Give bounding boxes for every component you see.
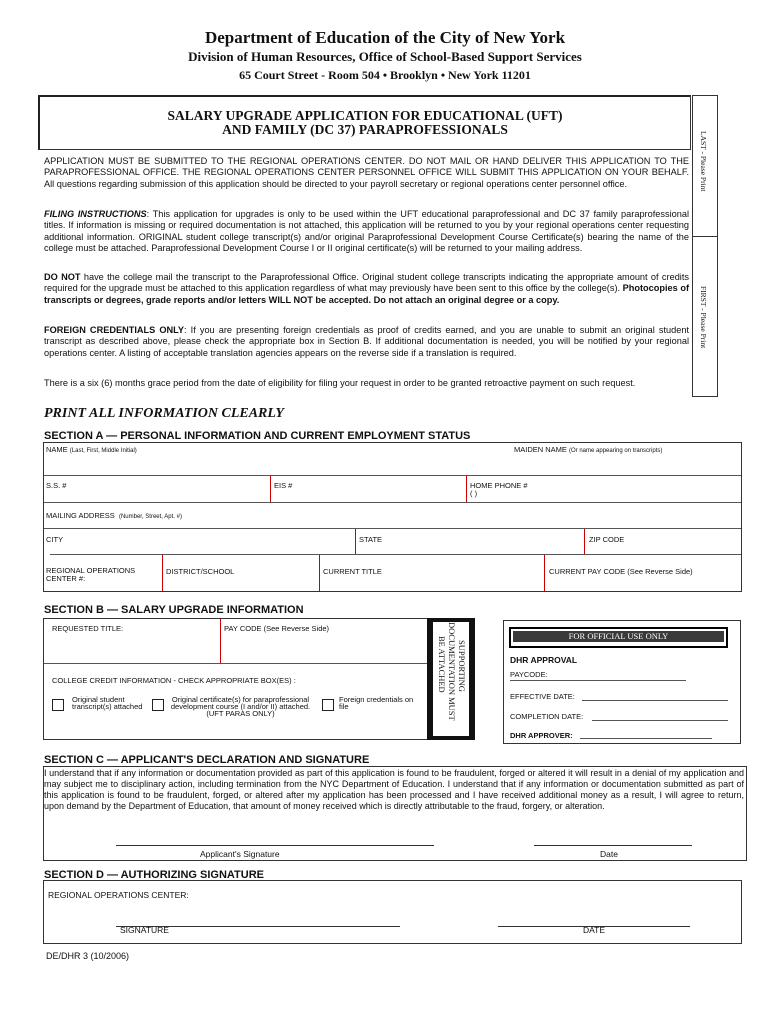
home-phone-label: HOME PHONE #	[470, 481, 528, 490]
phone-parens: ( )	[470, 489, 478, 498]
maiden-name-label: MAIDEN NAME	[514, 445, 567, 454]
ss-label: S.S. #	[46, 481, 67, 490]
state-label: STATE	[359, 535, 383, 544]
roc-signature-label: REGIONAL OPERATIONS CENTER:	[48, 890, 189, 900]
requested-title-label: REQUESTED TITLE:	[52, 624, 124, 633]
pay-code-label: PAY CODE (See Reverse Side)	[224, 624, 330, 633]
eis-label: EIS #	[274, 481, 293, 490]
effective-date-label: EFFECTIVE DATE:	[510, 692, 575, 701]
first-name-label: FIRST - Please Print	[699, 286, 708, 349]
supporting-text-2: DOCUMENTATION MUST	[447, 622, 457, 721]
applicant-date-label: Date	[600, 849, 618, 859]
transcript-option: Original student transcript(s) attached	[72, 695, 143, 711]
certificate-checkbox[interactable]	[152, 699, 164, 711]
foreign-checkbox[interactable]	[322, 699, 334, 711]
zip-label: ZIP CODE	[589, 535, 625, 544]
form-title-line2: AND FAMILY (DC 37) PARAPROFESSIONALS	[222, 122, 508, 137]
section-a-title: SECTION A — PERSONAL INFORMATION AND CURRENT EMPLOYMENT STATUS	[44, 430, 471, 442]
authorizing-signature-label: SIGNATURE	[120, 925, 169, 935]
name-field[interactable]	[46, 451, 736, 473]
paycode-label: PAYCODE:	[510, 670, 548, 679]
supporting-text-3: BE ATTACHED	[437, 636, 447, 693]
section-b-title: SECTION B — SALARY UPGRADE INFORMATION	[44, 604, 304, 616]
section-c-title: SECTION C — APPLICANT'S DECLARATION AND SIGNATURE	[44, 754, 370, 766]
section-d-title: SECTION D — AUTHORIZING SIGNATURE	[44, 869, 264, 881]
certificate-option: Original certificate(s) for paraprofessional development course (I and/or II) attached. (UFT PARAS ONLY)	[170, 695, 311, 718]
mailing-label: MAILING ADDRESS	[46, 511, 115, 520]
filing-instructions-lead: FILING INSTRUCTIONS	[44, 209, 147, 219]
instructions-p4: FOREIGN CREDENTIALS ONLY: If you are presenting foreign credentials as proof of credits earned, and you are unable to submit an original student transcript as described above, please check the appropriate box in Section B. If additional documentation is needed, you will be notified by your regional operations center. A listing of acceptable translation agencies appears on the reverse side if a translation is required.	[44, 325, 689, 358]
supporting-doc-strip	[427, 618, 475, 740]
roc-label: REGIONAL OPERATIONS CENTER #:	[46, 566, 136, 583]
form-id: DE/DHR 3 (10/2006)	[46, 951, 130, 961]
completion-date-label: COMPLETION DATE:	[510, 712, 584, 721]
current-pay-label: CURRENT PAY CODE (See Reverse Side)	[549, 567, 693, 576]
city-label: CITY	[46, 535, 64, 544]
division-title: Division of Human Resources, Office of School-Based Support Services	[188, 49, 582, 64]
instructions-p1: APPLICATION MUST BE SUBMITTED TO THE REGIONAL OPERATIONS CENTER. DO NOT MAIL OR HAND DELIVER THIS APPLICATION TO THE PARAPROFESSIONAL OFFICE. THE REGIONAL OPERATIONS CENTER PERSONNEL OFFICE WILL SUBMIT THIS APPLICATION ON YOUR BEHALF. All questions regarding submission of this application should be directed to your payroll secretary or regional operations center personnel office.	[44, 156, 689, 189]
name-side-strip	[692, 95, 718, 397]
authorizing-date-label: DATE	[583, 925, 606, 935]
dhr-approval-label: DHR APPROVAL	[510, 655, 578, 665]
foreign-option: Foreign credentials on file	[339, 695, 414, 711]
applicant-date-line[interactable]	[534, 845, 692, 846]
form-title-line1: SALARY UPGRADE APPLICATION FOR EDUCATIONAL (UFT)	[167, 108, 563, 123]
declaration-text: I understand that if any information or documentation provided as part of this application is found to be fraudulent, forged or altered it will result in a denial of my application and may subject me to disciplinary action, including termination from the NYC Department of Education. I understand that if any information or documentation submitted as part of this application is found to be fraudulent, forged, or altered after my application has been processed and I have received additional money as a result, I will agree to return, upon demand by the Department of Education, that amount of money received which is directly attributable to the fraud, forgery, or alteration.	[44, 768, 744, 811]
form-title-box	[38, 95, 691, 150]
print-all-notice: PRINT ALL INFORMATION CLEARLY	[44, 406, 284, 421]
transcript-checkbox[interactable]	[52, 699, 64, 711]
instructions-p2: FILING INSTRUCTIONS: This application for upgrades is only to be used within the UFT educational paraprofessional and DC 37 family paraprofessional titles. If information is missing or required documentation is not attached, this application will be returned to you by your regional operations center requesting additional information. ORIGINAL student college transcript(s) and/or original Paraprofessional Development Course Certificate(s) bearing the name of the college must be attached. Paraprofessional Development Course I or II original certificate(s) will be returned to your mailing address.	[44, 209, 689, 254]
name-label: NAME	[46, 445, 68, 454]
section-b-box	[43, 618, 428, 740]
instructions-p5: There is a six (6) months grace period from the date of eligibility for filing your request in order to be granted retroactive payment on such request.	[44, 378, 636, 388]
address-line: 65 Court Street - Room 504 • Brooklyn • New York 11201	[239, 68, 531, 82]
current-title-label: CURRENT TITLE	[323, 567, 382, 576]
department-title: Department of Education of the City of New York	[204, 28, 566, 47]
college-credit-label: COLLEGE CREDIT INFORMATION - CHECK APPROPRIATE BOX(ES) :	[52, 676, 296, 685]
supporting-text-1: SUPPORTING	[457, 640, 467, 692]
last-name-label: LAST - Please Print	[699, 131, 708, 192]
section-a-box: NAME (Last, First, Middle Initial) MAIDEN NAME (Or name appearing on transcripts) S.S. # EIS # HOME PHONE # ( ) MAILING ADDRESS (Number, Street, Apt. #) CITY STATE ZIP CODE REGIONAL OPERATIONS CENTER #: DISTRICT/SCHOOL CURRENT TITLE CURRENT PAY CODE (See Reverse Side)	[43, 442, 742, 592]
applicant-signature-label: Applicant's Signature	[200, 849, 280, 859]
applicant-signature-line[interactable]	[116, 845, 434, 846]
district-label: DISTRICT/SCHOOL	[166, 567, 235, 576]
official-use-header: FOR OFFICIAL USE ONLY	[509, 627, 728, 648]
instructions-p3: DO NOT have the college mail the transcript to the Paraprofessional Office. Original student college transcripts indicating the appropriate amount of credits required for the upgrade must be attached to this application regardless of what may previously have been sent to this office by the college(s). Photocopies of transcripts or degrees, grade reports and/or letters WILL NOT be accepted. Do not attach an original degree or a copy.	[44, 272, 690, 305]
dhr-approver-label: DHR APPROVER:	[510, 731, 573, 740]
